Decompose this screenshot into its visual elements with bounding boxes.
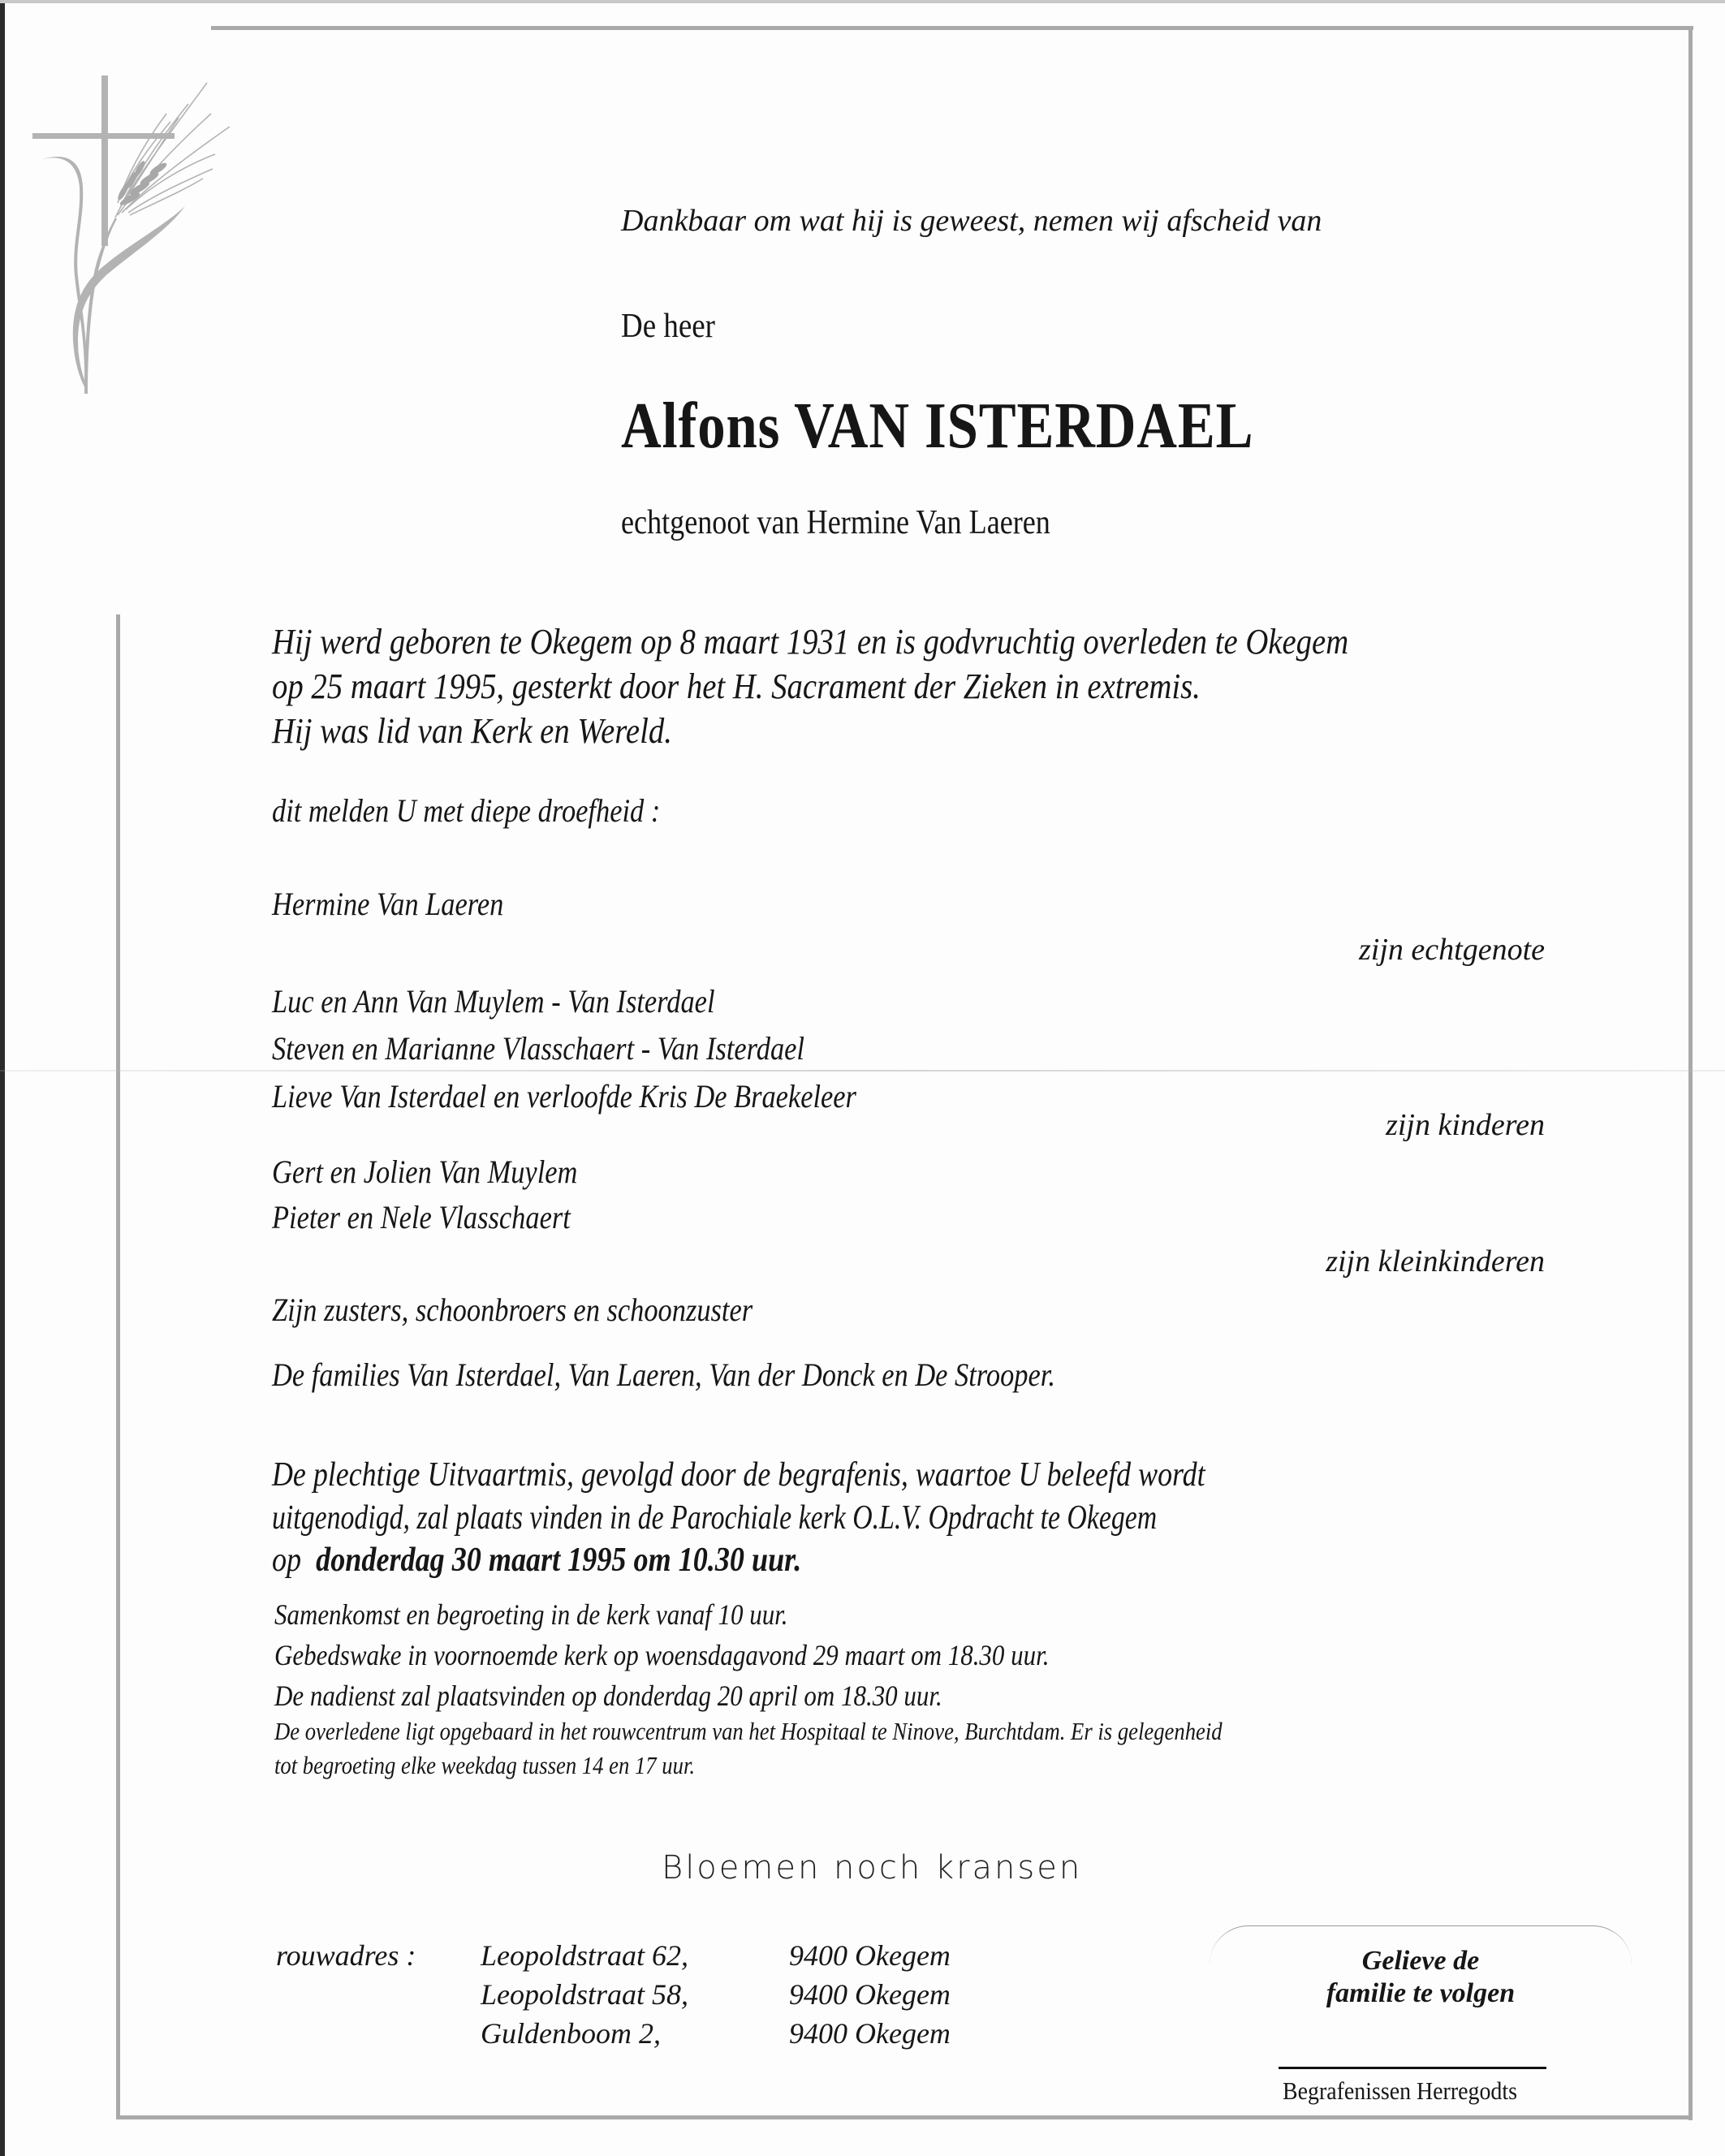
undertaker-rule <box>1279 2067 1546 2069</box>
frame-right <box>1688 26 1693 2120</box>
small-note-line: De overledene ligt opgebaard in het rouwcentrum van het Hospitaal te Ninove, Burchtdam. Er is gelegenheid <box>274 1717 1223 1745</box>
address-label: rouwadres : <box>276 1939 416 1972</box>
note-line: Samenkomst en begroeting in de kerk vanaf 10 uur. <box>274 1598 788 1631</box>
cross-horizontal <box>32 133 175 139</box>
flowers-notice: Bloemen noch kransen <box>662 1849 1083 1886</box>
funeral-date: donderdag 30 maart 1995 om 10.30 uur. <box>316 1542 802 1579</box>
child-line: Steven en Marianne Vlasschaert - Van Isterdael <box>272 1030 804 1067</box>
spouse-line: echtgenoot van Hermine Van Laeren <box>621 504 1050 541</box>
grandchild-line: Pieter en Nele Vlasschaert <box>272 1199 571 1235</box>
funeral-line: uitgenodigd, zal plaats vinden in de Parochiale kerk O.L.V. Opdracht te Okegem <box>272 1499 1158 1537</box>
address-street: Leopoldstraat 62, <box>481 1939 689 1972</box>
address-city: 9400 Okegem <box>789 2017 951 2050</box>
funeral-line: De plechtige Uitvaartmis, gevolgd door de begrafenis, waartoe U beleefd wordt <box>272 1456 1205 1494</box>
funeral-date-line <box>272 1541 801 1580</box>
wheat-leaf <box>73 206 185 390</box>
title-prefix: De heer <box>621 308 715 345</box>
frame-bottom <box>118 2115 1693 2119</box>
follow-line: familie te volgen <box>1326 1978 1516 2008</box>
funeral-date-prefix: op <box>272 1542 302 1579</box>
follow-line: Gelieve de <box>1361 1946 1480 1976</box>
life-line: Hij werd geboren te Okegem op 8 maart 1931 en is godvruchtig overleden te Okegem <box>272 622 1349 662</box>
spouse-label: zijn echtgenote <box>1359 933 1545 967</box>
grandchild-line: Gert en Jolien Van Muylem <box>272 1153 578 1190</box>
cross-with-wheat-icon <box>0 0 260 584</box>
cross-vertical <box>101 75 108 246</box>
child-line: Luc en Ann Van Muylem - Van Isterdael <box>272 983 715 1020</box>
wheat-stem <box>84 218 117 394</box>
grandchildren-label: zijn kleinkinderen <box>1326 1244 1545 1279</box>
address-street: Guldenboom 2, <box>481 2017 661 2050</box>
frame-left <box>116 614 120 2119</box>
child-line: Lieve Van Isterdael en verloofde Kris De Braekeleer <box>272 1078 856 1115</box>
frame-top <box>211 26 1693 30</box>
address-street: Leopoldstraat 58, <box>481 1978 689 2011</box>
announcement: dit melden U met diepe droefheid : <box>272 792 661 829</box>
intro-text: Dankbaar om wat hij is geweest, nemen wij afscheid van <box>621 204 1322 238</box>
undertaker-name: Begrafenissen Herregodts <box>1283 2076 1517 2105</box>
note-line: Gebedswake in voornoemde kerk op woensdagavond 29 maart om 18.30 uur. <box>274 1639 1050 1671</box>
spouse-name: Hermine Van Laeren <box>272 886 504 922</box>
children-label: zijn kinderen <box>1386 1108 1545 1142</box>
life-line: op 25 maart 1995, gesterkt door het H. Sacrament der Zieken in extremis. <box>272 666 1201 706</box>
address-city: 9400 Okegem <box>789 1978 951 2011</box>
siblings-line: Zijn zusters, schoonbroers en schoonzuster <box>272 1291 753 1328</box>
life-line: Hij was lid van Kerk en Wereld. <box>272 711 672 751</box>
wheat-leaf <box>42 157 87 394</box>
follow-family-box <box>1210 1925 1632 2048</box>
small-note-line: tot begroeting elke weekdag tussen 14 en 17 uur. <box>274 1751 696 1779</box>
families-line: De families Van Isterdael, Van Laeren, Van der Donck en De Strooper. <box>272 1356 1055 1393</box>
address-city: 9400 Okegem <box>789 1939 951 1972</box>
paper-fold <box>0 1070 1725 1072</box>
note-line: De nadienst zal plaatsvinden op donderdag 20 april om 18.30 uur. <box>274 1680 942 1712</box>
deceased-name: Alfons VAN ISTERDAEL <box>621 390 1254 462</box>
